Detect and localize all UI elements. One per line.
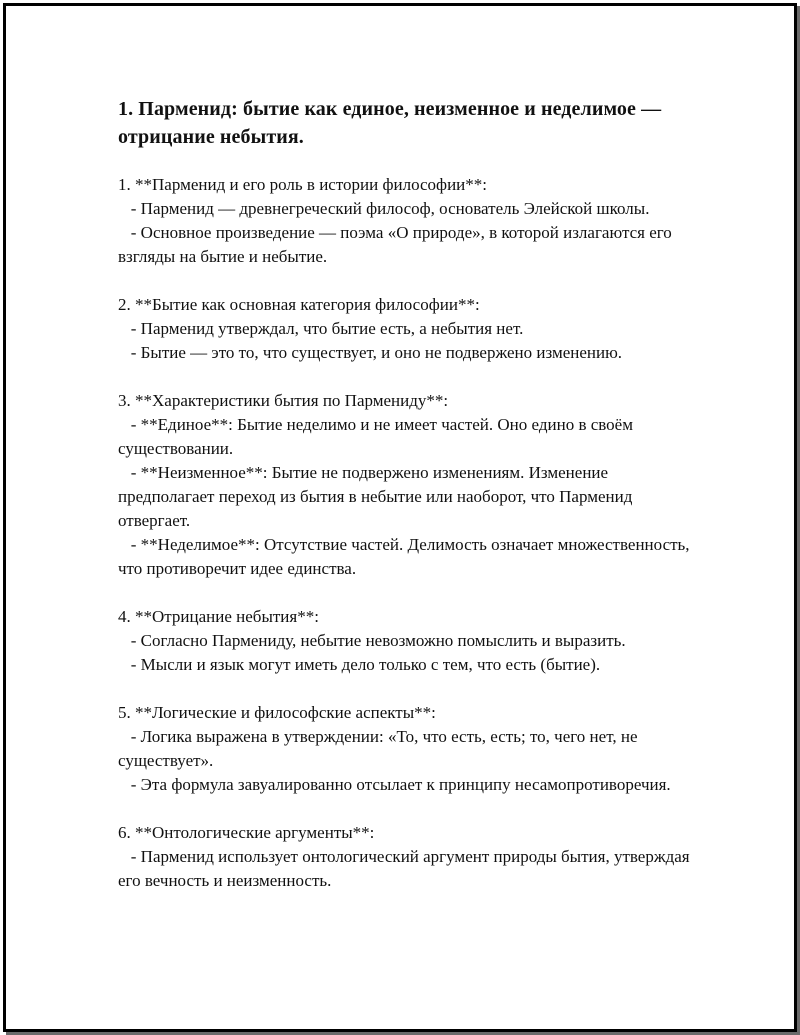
list-item: - Парменид утверждал, что бытие есть, а небытия нет. [118, 319, 524, 338]
list-item: - Парменид — древнегреческий философ, основатель Элейской школы. [118, 199, 650, 218]
document-body [118, 95, 698, 917]
section-heading: 2. **Бытие как основная категория философии**: [118, 295, 480, 314]
document-title: 1. Парменид: бытие как единое, неизменное и неделимое — отрицание небытия. [118, 98, 662, 148]
section-heading: 1. **Парменид и его роль в истории философии**: [118, 175, 487, 194]
section-heading: 5. **Логические и философские аспекты**: [118, 703, 436, 722]
list-item: - Парменид использует онтологический аргумент природы бытия, утверждая его вечность и неизменность. [118, 847, 694, 890]
list-item: - Основное произведение — поэма «О природе», в которой излагаются его взгляды на бытие и небытие. [118, 223, 677, 266]
section-5 [118, 701, 698, 797]
list-item: - **Неделимое**: Отсутствие частей. Делимость означает множественность, что противоречит идее единства. [118, 535, 694, 578]
section-heading: 6. **Онтологические аргументы**: [118, 823, 375, 842]
list-item: - **Неизменное**: Бытие не подвержено изменениям. Изменение предполагает переход из бытия в небытие или наоборот, что Парменид отвергает. [118, 463, 637, 530]
section-2 [118, 293, 698, 365]
section-4 [118, 605, 698, 677]
section-6 [118, 821, 698, 893]
section-3 [118, 389, 698, 581]
section-heading: 4. **Отрицание небытия**: [118, 607, 319, 626]
list-item: - Согласно Пармениду, небытие невозможно помыслить и выразить. [118, 631, 626, 650]
list-item: - Мысли и язык могут иметь дело только с тем, что есть (бытие). [118, 655, 601, 674]
list-item: - Логика выражена в утверждении: «То, что есть, есть; то, чего нет, не существует». [118, 727, 642, 770]
section-heading: 3. **Характеристики бытия по Пармениду**: [118, 391, 449, 410]
list-item: - **Единое**: Бытие неделимо и не имеет частей. Оно едино в своём существовании. [118, 415, 638, 458]
list-item: - Бытие — это то, что существует, и оно не подвержено изменению. [118, 343, 623, 362]
section-1 [118, 173, 698, 269]
list-item: - Эта формула завуалированно отсылает к принципу несамопротиворечия. [118, 775, 671, 794]
